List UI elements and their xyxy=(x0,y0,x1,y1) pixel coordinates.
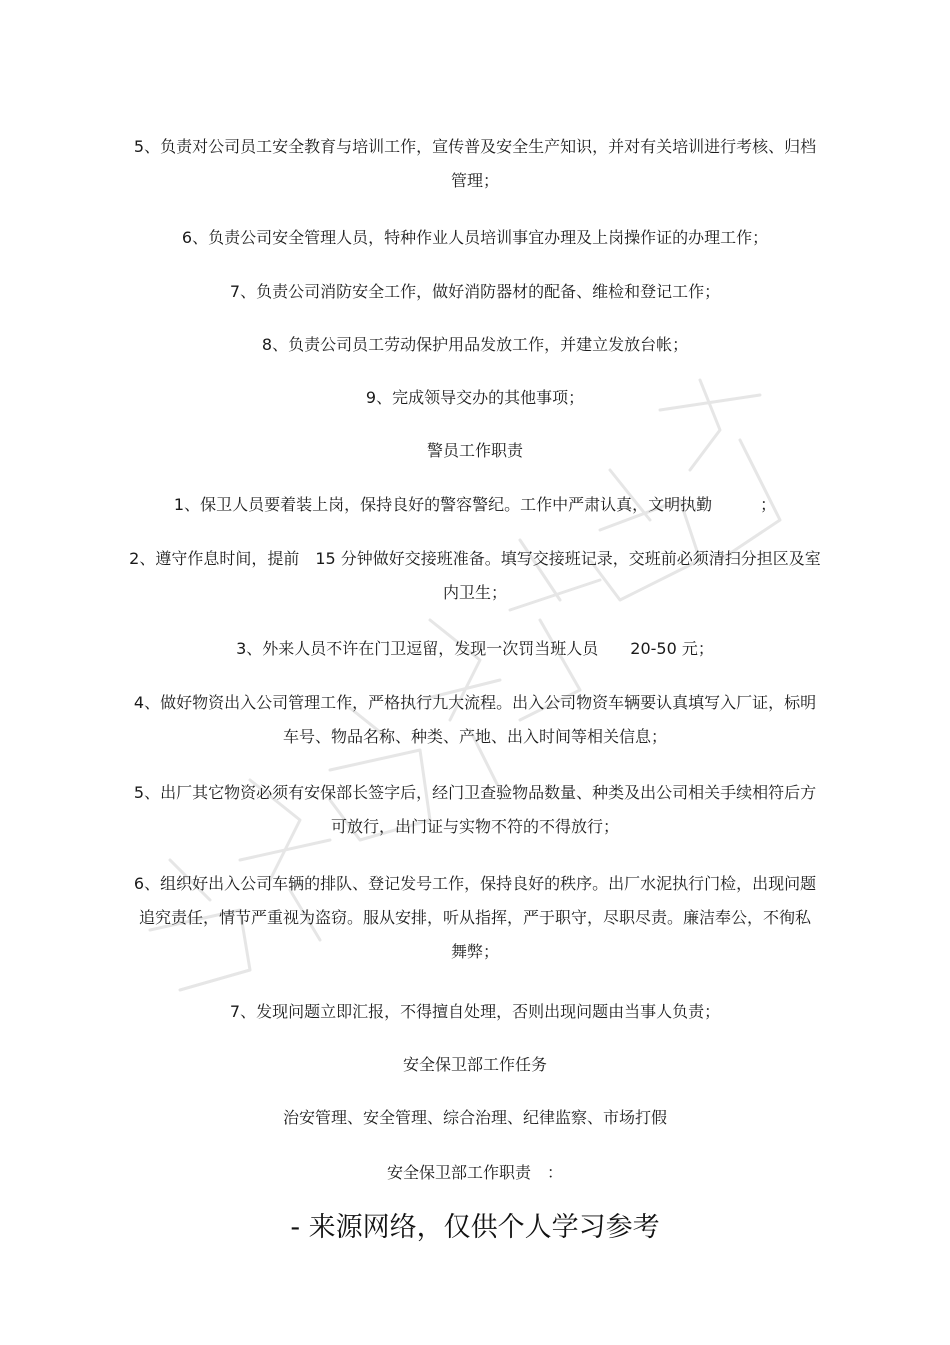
text-line: 6、组织好出入公司车辆的排队、登记发号工作，保持良好的秩序。出厂水泥执行门检，出现问题 xyxy=(133,874,817,893)
text-line: 可放行，出门证与实物不符的不得放行； xyxy=(330,817,619,836)
paragraph-guard-1 xyxy=(60,488,890,522)
paragraph-duty-9 xyxy=(60,381,890,415)
text-line: 8、负责公司员工劳动保护用品发放工作，并建立发放台帐； xyxy=(261,335,689,354)
paragraph-guard-5 xyxy=(60,776,890,844)
text-line: 追究责任，情节严重视为盗窃。服从安排，听从指挥，严于职守，尽职尽责。廉洁奉公，不徇私 xyxy=(138,908,811,927)
paragraph-guard-6 xyxy=(60,867,890,969)
paragraph-duty-8 xyxy=(60,328,890,362)
text-line: 3、外来人员不许在门卫逗留，发现一次罚当班人员 20-50 元； xyxy=(236,639,714,658)
text-line: 2、遵守作息时间，提前 15 分钟做好交接班准备。填写交接班记录，交班前必须清扫分担区及室 xyxy=(129,549,821,568)
text-line: 安全保卫部工作任务 xyxy=(402,1055,547,1074)
paragraph-guard-7 xyxy=(60,995,890,1029)
text-line: 7、发现问题立即汇报，不得擅自处理，否则出现问题由当事人负责； xyxy=(229,1002,721,1021)
text-line: 6、负责公司安全管理人员，特种作业人员培训事宜办理及上岗操作证的办理工作； xyxy=(181,228,769,247)
section-heading-security-duties xyxy=(60,1156,890,1190)
text-line: 9、完成领导交办的其他事项； xyxy=(365,388,585,407)
section-heading-guard-duties xyxy=(60,434,890,468)
text-line: 7、负责公司消防安全工作，做好消防器材的配备、维检和登记工作； xyxy=(229,282,721,301)
text-line: 舞弊； xyxy=(450,942,499,961)
text-line: 5、负责对公司员工安全教育与培训工作，宣传普及安全生产知识，并对有关培训进行考核、归档 xyxy=(133,137,817,156)
paragraph-guard-4 xyxy=(60,686,890,754)
paragraph-guard-2 xyxy=(60,542,890,610)
paragraph-guard-3 xyxy=(60,632,890,666)
text-line: 治安管理、安全管理、综合治理、纪律监察、市场打假 xyxy=(282,1108,667,1127)
footer-source-note xyxy=(60,1208,890,1248)
text-line: 安全保卫部工作职责 ： xyxy=(386,1163,563,1182)
footer-text: - 来源网络，仅供个人学习参考 xyxy=(290,1212,660,1243)
text-line: 警员工作职责 xyxy=(426,441,523,460)
text-line: 1、保卫人员要着装上岗，保持良好的警容警纪。工作中严肃认真，文明执勤 ； xyxy=(173,495,777,514)
text-line: 管理； xyxy=(450,171,499,190)
section-heading-security-tasks xyxy=(60,1048,890,1082)
text-line: 5、出厂其它物资必须有安保部长签字后，经门卫查验物品数量、种类及出公司相关手续相符后方 xyxy=(133,783,817,802)
text-line: 车号、物品名称、种类、产地、出入时间等相关信息； xyxy=(282,727,667,746)
paragraph-duty-5 xyxy=(60,130,890,198)
text-line: 4、做好物资出入公司管理工作，严格执行九大流程。出入公司物资车辆要认真填写入厂证，标明 xyxy=(133,693,817,712)
text-line: 内卫生； xyxy=(442,583,507,602)
paragraph-security-tasks-list xyxy=(60,1101,890,1135)
paragraph-duty-7 xyxy=(60,275,890,309)
paragraph-duty-6 xyxy=(60,221,890,255)
